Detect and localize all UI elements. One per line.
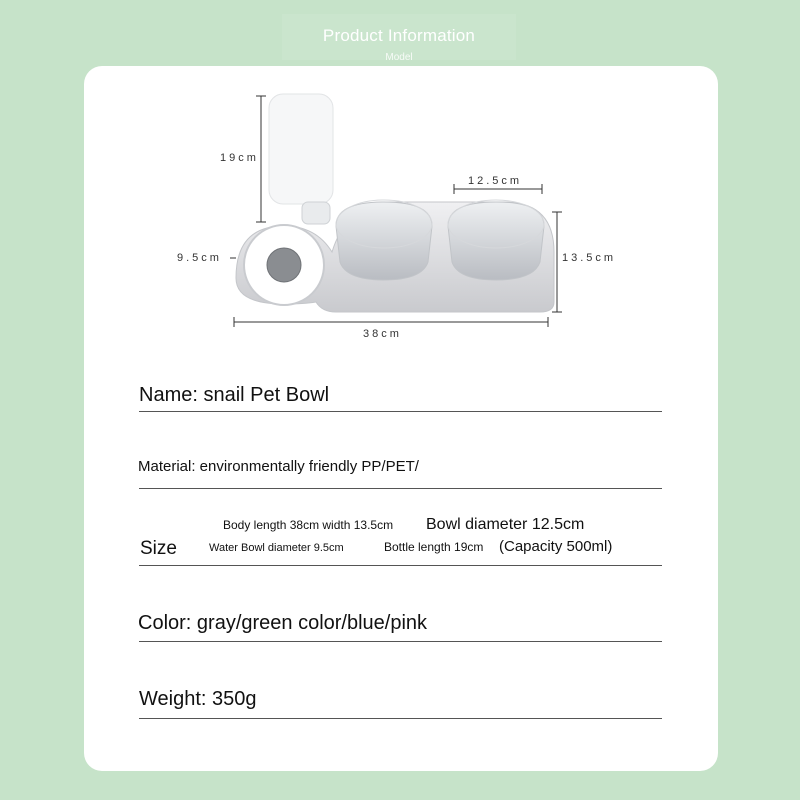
dim-body-length: 38cm [363,328,402,340]
divider [139,641,662,642]
dim-body-width: 13.5cm [562,252,617,264]
divider [139,411,662,412]
divider [139,718,662,719]
spec-bottle-length: Bottle length 19cm [384,540,484,554]
header-subtitle: Model [385,52,413,63]
food-bowl-right [448,200,544,280]
divider [139,488,662,489]
spec-bowl-diameter: Bowl diameter 12.5cm [426,516,585,533]
header-title: Product Information [322,26,476,45]
dim-bowl-diameter: 12.5cm [468,175,523,187]
spec-capacity: (Capacity 500ml) [499,538,613,555]
spec-color: Color: gray/green color/blue/pink [138,612,428,634]
product-diagram [84,66,718,356]
spec-size-label: Size [140,538,177,559]
spec-body-length: Body length 38cm width 13.5cm [223,518,394,532]
spec-water-bowl: Water Bowl diameter 9.5cm [209,542,344,554]
spec-name: Name: snail Pet Bowl [139,384,330,406]
dim-water-bowl: 9.5cm [177,252,222,264]
product-info-card [84,66,718,771]
food-bowl-left [336,200,432,280]
water-bottle [269,94,333,224]
spec-material: Material: environmentally friendly PP/PET/ [138,458,419,475]
header-banner [282,14,516,63]
divider [139,565,662,566]
dim-bottle-height: 19cm [220,152,259,164]
water-bowl [244,225,324,305]
spec-weight: Weight: 350g [139,688,257,710]
